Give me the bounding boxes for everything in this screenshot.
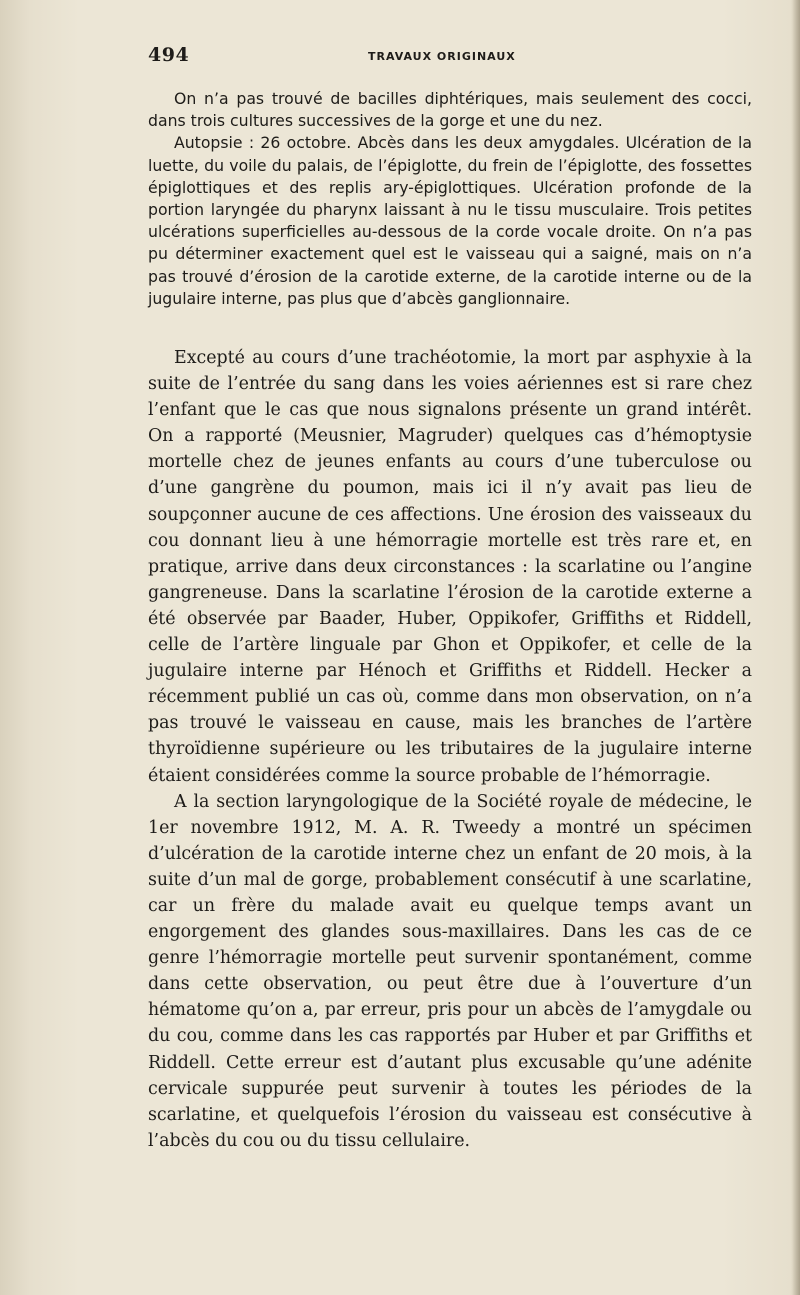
discussion-paragraph: Excepté au cours d’une trachéotomie, la mort par asphyxie à la suite de l’entrée du sang dans les voies aériennes est si rare chez l’enfant que le cas que nous signalons présente un grand intérêt. On a rapporté (Meusnier, Magruder) quelques cas d’hémoptysie mortelle chez de jeunes enfants au cours d’une tuberculose ou d’une gangrène du poumon, mais ici il n’y avait pas lieu de soupçonner aucune de ces affections. Une érosion des vaisseaux du cou donnant lieu à une hémorragie mortelle est très rare et, en pratique, arrive dans deux circonstances : la scarlatine ou l’angine gangreneuse. Dans la scarlatine l’érosion de la carotide externe a été observée par Baader, Huber, Oppikofer, Griffiths et Riddell, celle de l’artère linguale par Ghon et Oppikofer, et celle de la jugulaire interne par Hénoch et Griffiths et Riddell. Hecker a récemment publié un cas où, comme dans mon observation, on n’a pas trouvé le vaisseau en cause, mais les branches de l’artère thyroïdienne supérieure ou les tributaires de la jugulaire interne étaient considérées comme la source probable de l’hémorragie. bbox=[148, 348, 752, 786]
page-edge-shadow bbox=[792, 0, 800, 1295]
case-report-block bbox=[148, 88, 752, 310]
running-head: TRAVAUX ORIGINAUX bbox=[368, 50, 516, 63]
page-number: 494 bbox=[148, 44, 190, 66]
page-header bbox=[148, 44, 752, 70]
discussion-block bbox=[148, 345, 752, 1154]
case-report-paragraph: On n’a pas trouvé de bacilles diphtériques, mais seulement des cocci, dans trois cultures successives de la gorge et une du nez. bbox=[148, 89, 752, 131]
discussion-paragraph: A la section laryngologique de la Société royale de médecine, le 1er novembre 1912, M. A. R. Tweedy a montré un spécimen d’ulcération de la carotide interne chez un enfant de 20 mois, à la suite d’un mal de gorge, probablement consécutif à une scarlatine, car un frère du malade avait eu quelque temps avant un engorgement des glandes sous-maxillaires. Dans les cas de ce genre l’hémorragie mortelle peut survenir spontanément, comme dans cette observation, ou peut être due à l’ouverture d’un hématome qu’on a, par erreur, pris pour un abcès de l’amygdale ou du cou, comme dans les cas rapportés par Huber et par Griffiths et Riddell. Cette erreur est d’autant plus excusable qu’une adénite cervicale suppurée peut survenir à toutes les périodes de la scarlatine, et quelquefois l’érosion du vaisseau est consécutive à l’abcès du cou ou du tissu cellulaire. bbox=[148, 791, 752, 1151]
case-report-paragraph: Autopsie : 26 octobre. Abcès dans les deux amygdales. Ulcération de la luette, du voile du palais, de l’épiglotte, du frein de l’épiglotte, des fossettes épiglottiques et des replis ary-épiglottiques. Ulcération profonde de la portion laryngée du pharynx laissant à nu le tissu musculaire. Trois petites ulcérations superficielles au-dessous de la corde vocale droite. On n’a pas pu déterminer exactement quel est le vaisseau qui a saigné, mais on n’a pas trouvé d’érosion de la carotide externe, de la carotide interne ou de la jugulaire interne, pas plus que d’abcès ganglionnaire. bbox=[148, 133, 752, 308]
